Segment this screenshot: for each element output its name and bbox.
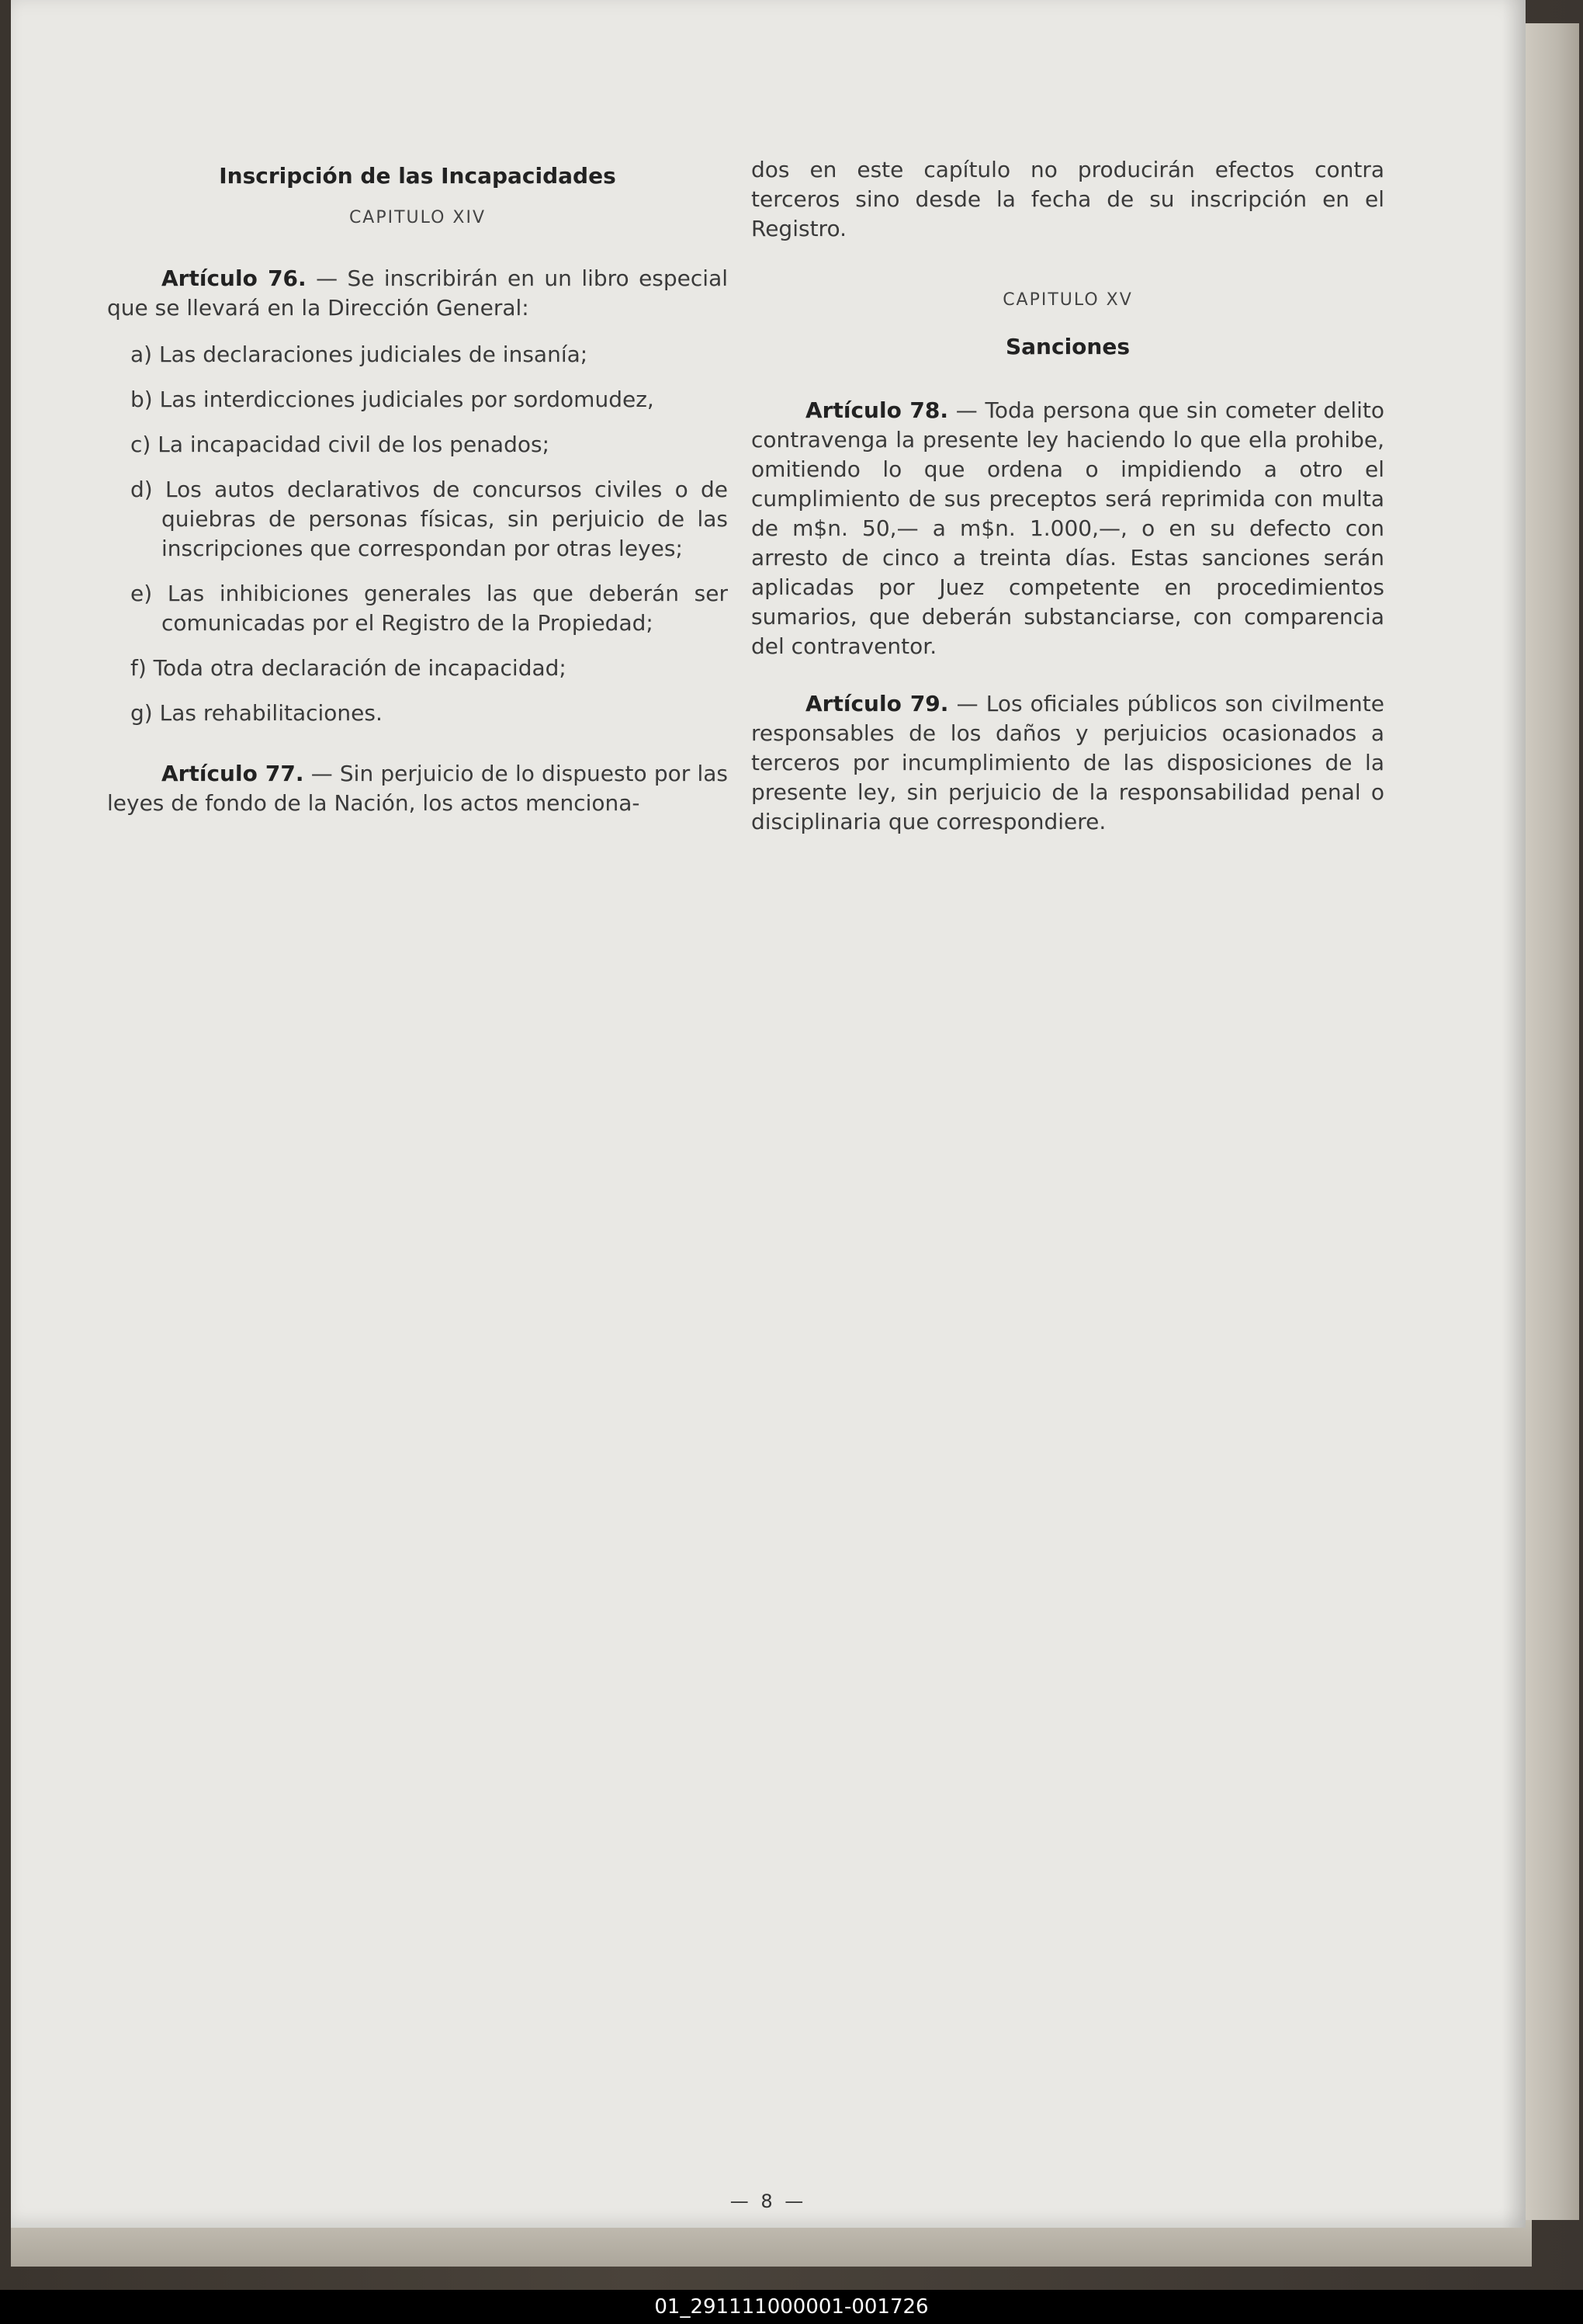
list-item-g: g) Las rehabilitaciones. xyxy=(130,700,383,726)
article-77-continuation: dos en este capítulo no producirán efectos contra terceros sino desde la fecha de su inscripción en el Registro. xyxy=(751,157,1384,241)
scan-caption: 01_291111000001-001726 xyxy=(654,2295,929,2319)
list-item-e: e) Las inhibiciones generales las que deberán ser comunicadas por el Registro de la Propiedad; xyxy=(130,581,728,636)
right-column xyxy=(751,155,1384,837)
section-title-incapacidades: Inscripción de las Incapacidades xyxy=(219,163,616,189)
article-76 xyxy=(107,264,728,323)
article-77 xyxy=(107,759,728,818)
list-item-a: a) Las declaraciones judiciales de insanía; xyxy=(130,342,588,367)
list-item-b: b) Las interdicciones judiciales por sordomudez, xyxy=(130,387,654,412)
article-76-label: Artículo 76. xyxy=(161,265,307,291)
article-79-text: — Los oficiales públicos son civilmente responsables de los daños y perjuicios ocasionados a terceros por incumplimiento de las disposiciones de la presente ley, sin perjuicio de la responsabilidad penal o disciplinaria que correspondiere. xyxy=(751,691,1384,834)
article-79 xyxy=(751,689,1384,837)
article-78-label: Artículo 78. xyxy=(805,397,949,423)
section-title-sanciones: Sanciones xyxy=(1005,334,1130,359)
scan-caption-bar xyxy=(0,2290,1583,2324)
list-item-d: d) Los autos declarativos de concursos civiles o de quiebras de personas físicas, sin perjuicio de las inscripciones que correspondan por otras leyes; xyxy=(130,477,728,561)
article-78 xyxy=(751,396,1384,661)
article-78-text: — Toda persona que sin cometer delito contravenga la presente ley haciendo lo que ella prohibe, omitiendo lo que ordena o impidiendo a otro el cumplimiento de sus preceptos será reprimida con multa de m$n. 50,— a m$n. 1.000,—, o en su defecto con arresto de cinco a treinta días. Estas sanciones serán aplicadas por Juez competente en procedimientos sumarios, que deberán substanciarse, con comparencia del contraventor. xyxy=(751,397,1384,659)
chapter-xiv-label: CAPITULO XIV xyxy=(348,208,487,227)
page-fold-shadow xyxy=(1502,0,1526,2228)
next-page-edge xyxy=(1522,23,1579,2220)
document-page xyxy=(11,0,1526,2228)
page-number: — 8 — xyxy=(729,2190,807,2212)
list-item-f: f) Toda otra declaración de incapacidad; xyxy=(130,655,566,681)
left-column xyxy=(107,155,728,818)
article-76-text: — Se inscribirán en un libro especial que se llevará en la Dirección General: xyxy=(107,265,729,321)
article-77-label: Artículo 77. xyxy=(161,761,304,786)
article-79-label: Artículo 79. xyxy=(805,691,949,716)
list-item-c: c) La incapacidad civil de los penados; xyxy=(130,432,549,457)
chapter-xv-label: CAPITULO XV xyxy=(1003,290,1133,310)
article-77-text: — Sin perjuicio de lo dispuesto por las leyes de fondo de la Nación, los actos menciona- xyxy=(107,761,728,816)
article-76-items xyxy=(107,340,728,728)
